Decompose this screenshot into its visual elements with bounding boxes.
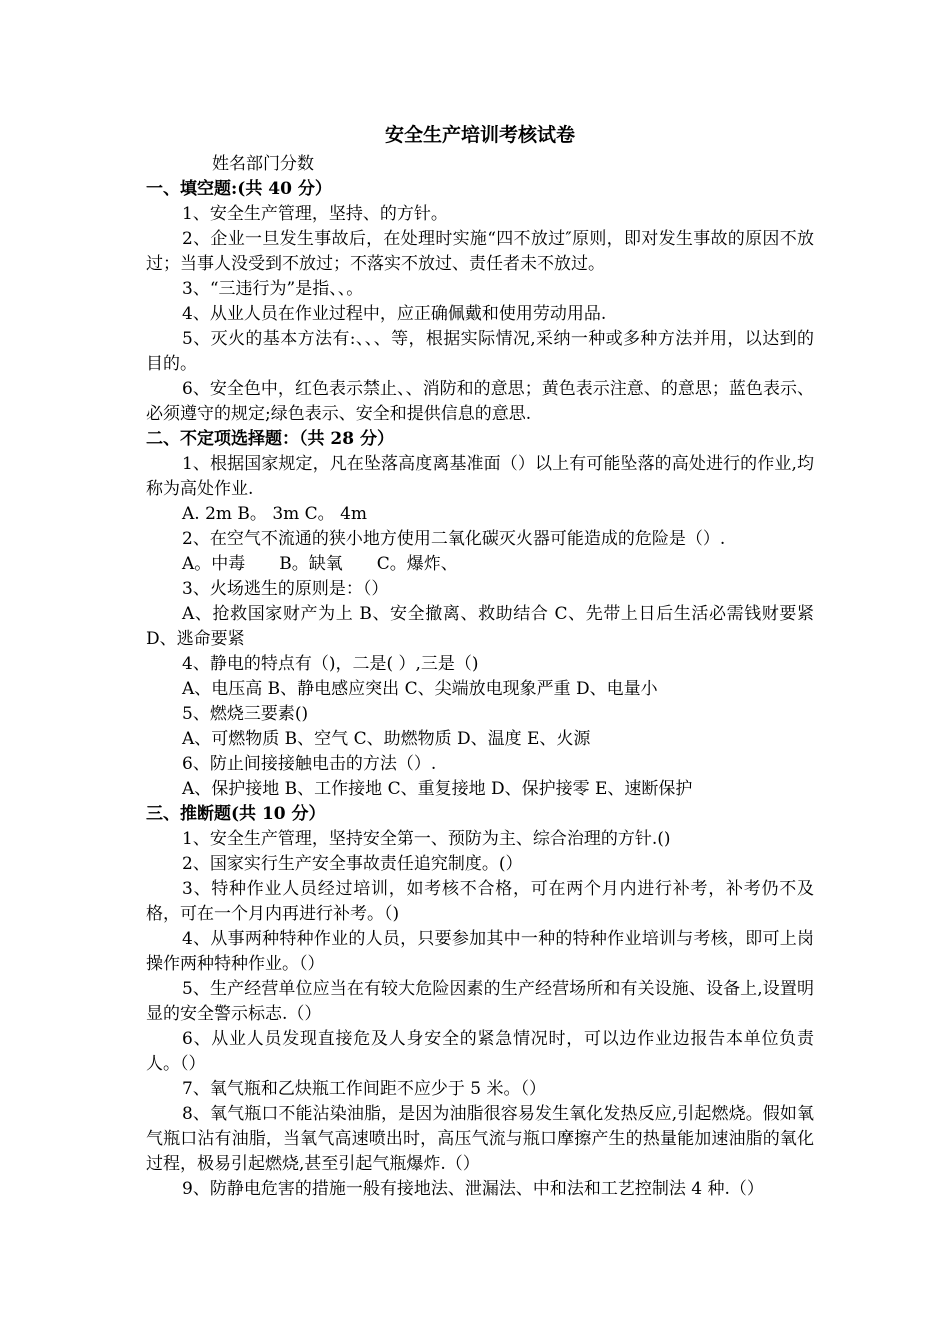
s2-question-1: 1、根据国家规定，凡在坠落高度离基准面（）以上有可能坠落的高处进行的作业,均称为高处作业. [146, 454, 814, 499]
s2-question-3-options: A、抢救国家财产为上 B、安全撤离、救助结合 C、先带上日后生活必需钱财要紧 D、逃命要紧 [146, 604, 814, 649]
section-2-heading: 二、不定项选择题：（共 28 分） [146, 429, 394, 449]
s3-question-2: 2、国家实行生产安全事故责任追究制度。(） [182, 854, 523, 874]
s1-question-6: 6、安全色中，红色表示禁止、、消防和的意思；黄色表示注意、的意思；蓝色表示、必须遵守的规定;绿色表示、安全和提供信息的意思. [146, 379, 814, 424]
s1-question-5: 5、灭火的基本方法有:、、、等，根据实际情况,采纳一种或多种方法并用，以达到的目的。 [146, 329, 814, 374]
s3-question-5: 5、生产经营单位应当在有较大危险因素的生产经营场所和有关设施、设备上,设置明显的安全警示标志.（） [146, 979, 814, 1024]
s3-question-3: 3、特种作业人员经过培训，如考核不合格，可在两个月内进行补考，补考仍不及格，可在一个月内再进行补考。（) [146, 879, 814, 924]
s2-question-6-options: A、保护接地 B、工作接地 C、重复接地 D、保护接零 E、速断保护 [182, 779, 693, 799]
s2-question-5-options: A、可燃物质 B、空气 C、助燃物质 D、温度 E、火源 [182, 729, 591, 749]
s3-question-6: 6、从业人员发现直接危及人身安全的紧急情况时，可以边作业边报告本单位负责人。（） [146, 1029, 814, 1074]
s2-question-2-options: A。中毒 B。缺氧 C。爆炸、 [182, 554, 458, 574]
name-department-score-line: 姓名部门分数 [212, 154, 314, 174]
s2-question-6: 6、防止间接接触电击的方法（）. [182, 754, 437, 774]
s2-question-5: 5、燃烧三要素() [182, 704, 309, 724]
s3-question-4: 4、从事两种特种作业的人员，只要参加其中一种的特种作业培训与考核，即可上岗操作两种特种作业。（） [146, 929, 814, 974]
s1-question-3: 3、“三违行为”是指、、。 [182, 279, 364, 299]
s1-question-4: 4、从业人员在作业过程中，应正确佩戴和使用劳动用品. [182, 304, 607, 324]
exam-document [146, 118, 814, 1202]
s1-question-1: 1、安全生产管理，坚持、的方针。 [182, 204, 448, 224]
s2-question-2: 2、在空气不流通的狭小地方使用二氧化碳灭火器可能造成的危险是（）. [182, 529, 726, 549]
s3-question-8: 8、氧气瓶口不能沾染油脂，是因为油脂很容易发生氧化发热反应,引起燃烧。假如氧气瓶口沾有油脂，当氧气高速喷出时，高压气流与瓶口摩擦产生的热量能加速油脂的氧化过程，极易引起燃烧,甚至引起气瓶爆炸.（） [146, 1104, 814, 1174]
s2-question-3: 3、火场逃生的原则是：（） [182, 579, 389, 599]
s3-question-9: 9、防静电危害的措施一般有接地法、泄漏法、中和法和工艺控制法 4 种.（） [182, 1179, 764, 1199]
s2-question-4: 4、静电的特点有（)，二是( ）,三是（) [182, 654, 479, 674]
s3-question-7: 7、氧气瓶和乙炔瓶工作间距不应少于 5 米。（） [182, 1079, 546, 1099]
s2-question-4-options: A、电压高 B、静电感应突出 C、尖端放电现象严重 D、电量小 [182, 679, 658, 699]
section-1-heading: 一、填空题:(共 40 分） [146, 179, 332, 199]
s2-question-1-options: A. 2m B。 3m C。 4m [182, 504, 368, 524]
s1-question-2: 2、企业一旦发生事故后，在处理时实施“四不放过″原则，即对发生事故的原因不放过；当事人没受到不放过；不落实不放过、责任者未不放过。 [146, 229, 814, 274]
s3-question-1: 1、安全生产管理，坚持安全第一、预防为主、综合治理的方针.() [182, 829, 671, 849]
page-title: 安全生产培训考核试卷 [384, 124, 575, 146]
section-3-heading: 三、推断题(共 10 分） [146, 804, 326, 824]
